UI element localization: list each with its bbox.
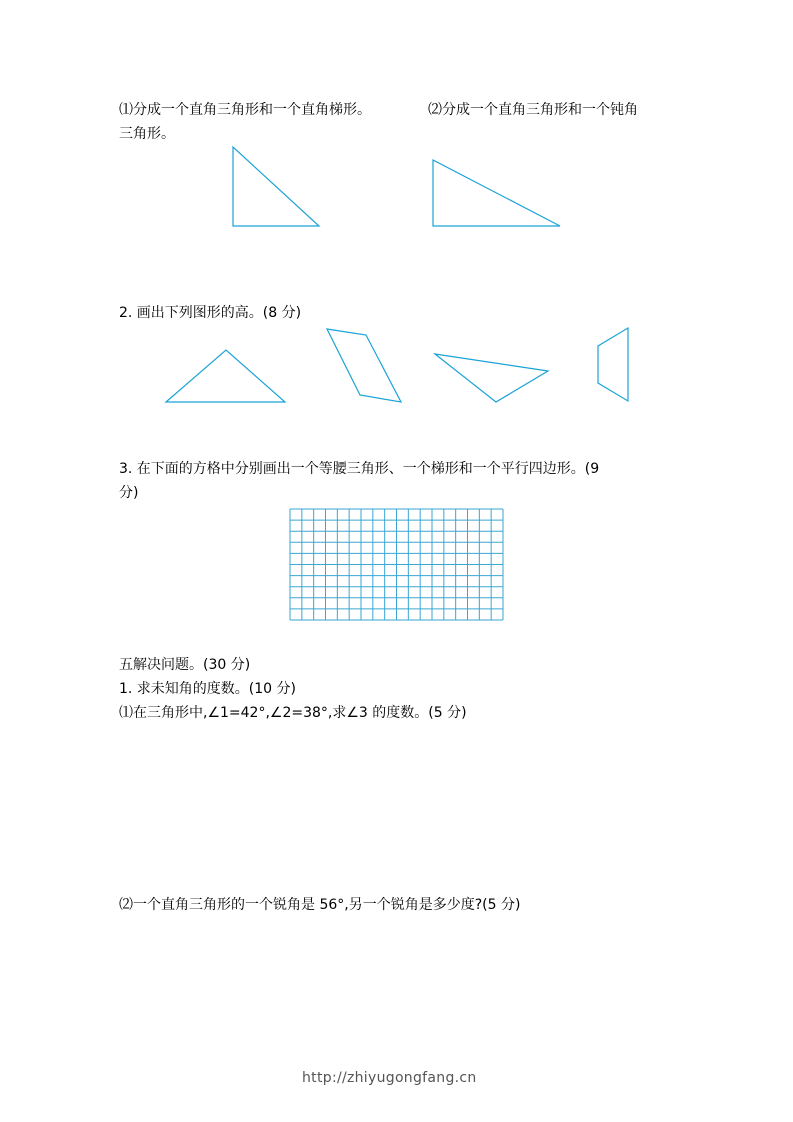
q3-text-line2: 分): [119, 485, 139, 501]
scalene-triangle: [435, 354, 548, 402]
obtuse-triangle: [166, 350, 285, 402]
section5-q1-part1-text: ⑴在三角形中,∠1=42°,∠2=38°,求∠3 的度数。(5 分): [119, 705, 467, 721]
q3-text-line1: 3. 在下面的方格中分别画出一个等腰三角形、一个梯形和一个平行四边形。(9: [119, 461, 600, 477]
q1-part2-text-line2: 三角形。: [119, 126, 175, 142]
footer-url[interactable]: http://zhiyugongfang.cn: [302, 1070, 477, 1086]
section5-title: 五解决问题。(30 分): [119, 657, 251, 673]
right-triangle-1: [233, 147, 319, 226]
section5-q1-text: 1. 求未知角的度数。(10 分): [119, 681, 296, 697]
q1-part1-text: ⑴分成一个直角三角形和一个直角梯形。: [119, 102, 371, 118]
q2-text: 2. 画出下列图形的高。(8 分): [119, 305, 302, 321]
drawing-grid[interactable]: [290, 509, 503, 620]
right-triangle-2: [433, 160, 560, 226]
section5-q1-part2-text: ⑵一个直角三角形的一个锐角是 56°,另一个锐角是多少度?(5 分): [119, 897, 521, 913]
q1-part2-text-line1: ⑵分成一个直角三角形和一个钝角: [428, 102, 638, 118]
trapezoid: [598, 328, 628, 401]
parallelogram: [327, 329, 401, 402]
